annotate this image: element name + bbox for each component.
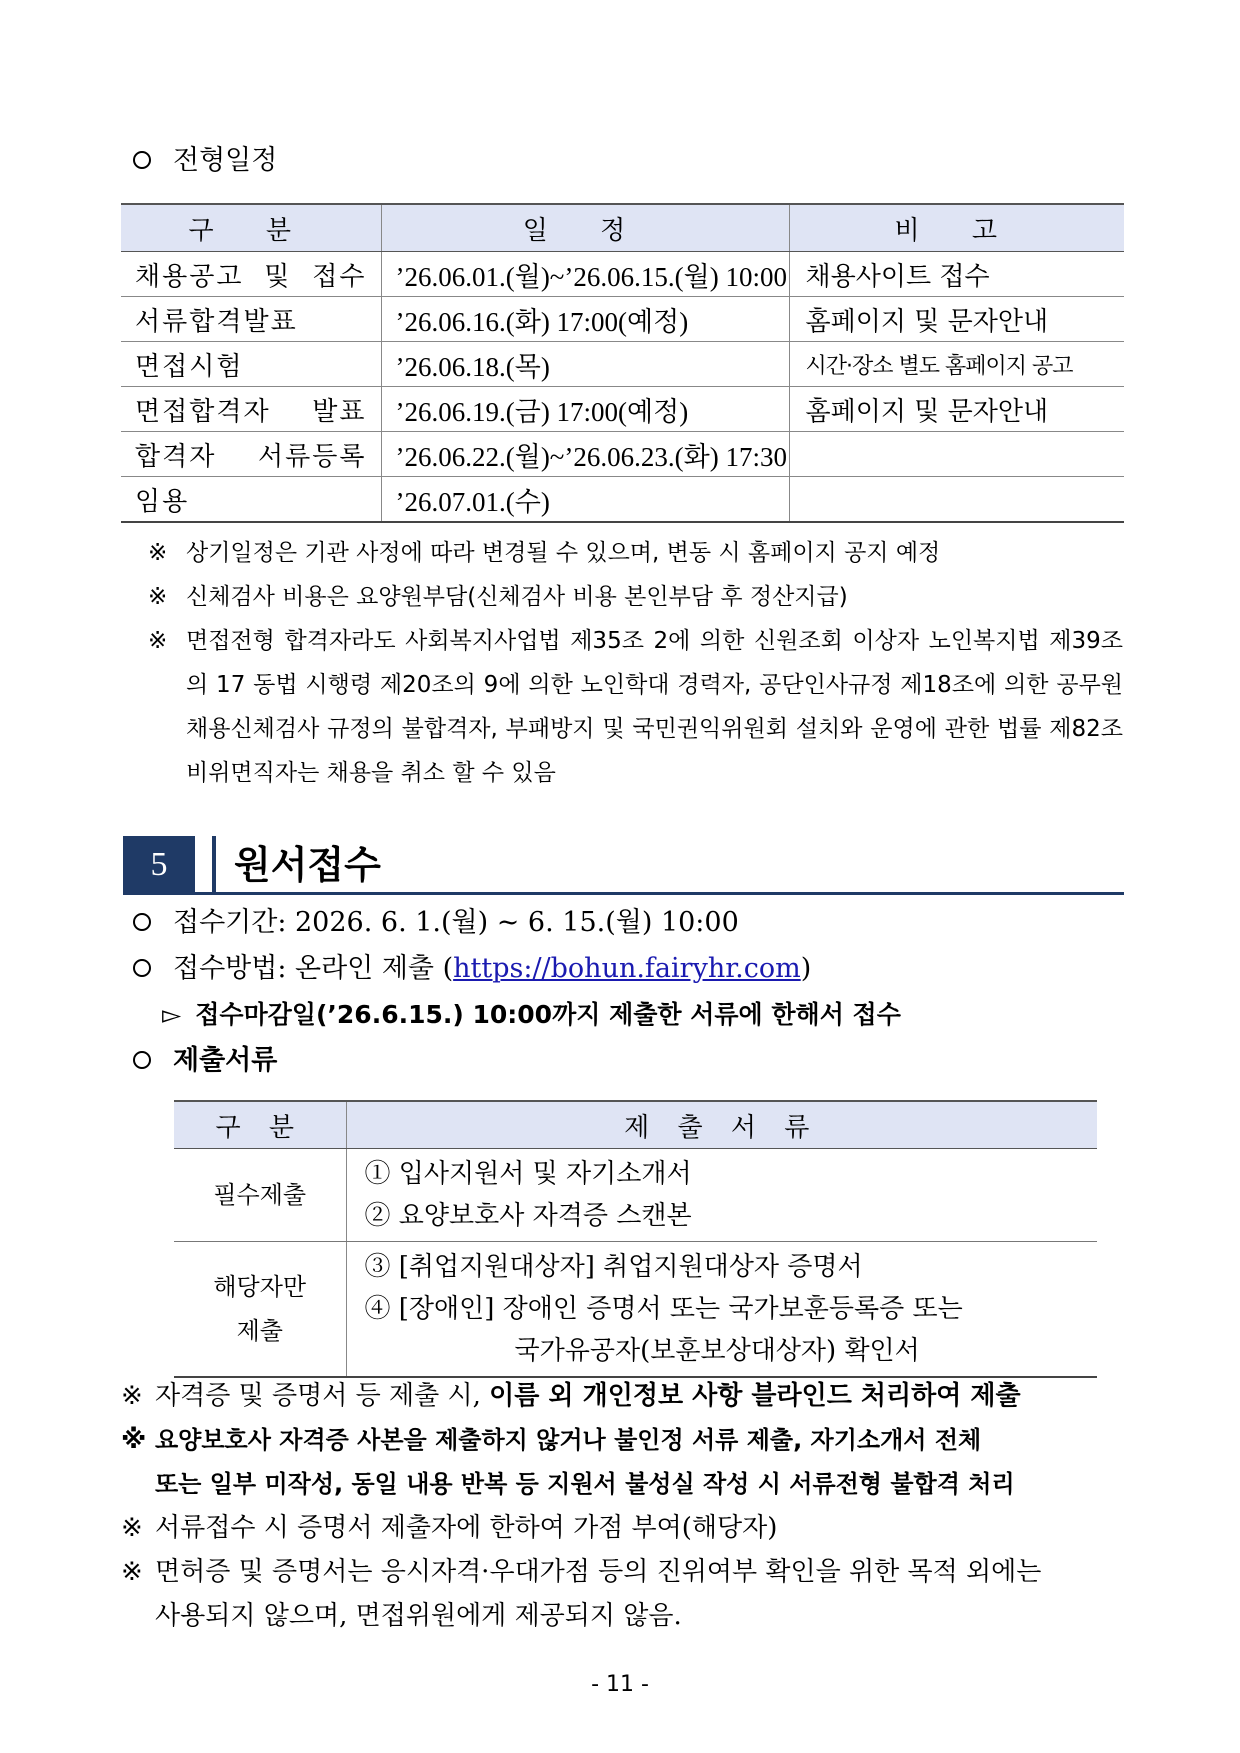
list-item: ③ [취업지원대상자] 취업지원대상자 증명서 [364,1252,863,1282]
table-row [121,297,1124,342]
schedule-heading: 전형일정 [133,143,277,179]
docs-heading: 제출서류 [133,1043,277,1079]
list-item: ② 요양보호사 자격증 스캔본 [364,1201,692,1231]
row-note [789,432,1124,477]
table-row [121,252,1124,297]
header-note: 비 고 [789,204,1124,252]
circle-bullet-icon [133,1051,151,1069]
row-date: ’26.07.01.(수) [381,477,789,523]
row-date: ’26.06.01.(월)~’26.06.15.(월) 10:00 [381,252,789,297]
docs-header-category: 구 분 [174,1101,346,1149]
docs-header-row [174,1101,1097,1149]
row-note: 채용사이트 접수 [789,252,1124,297]
footnote-1: ※ 자격증 및 증명서 등 제출 시, 이름 외 개인정보 사항 블라인드 처리하여 제출 [121,1381,1021,1411]
row-category: 서류합격발표 [121,297,381,342]
circle-bullet-icon [133,913,151,931]
row-date: ’26.06.18.(목) [381,342,789,387]
footnote-2: ※ 요양보호사 자격증 사본을 제출하지 않거나 불인정 서류 제출, 자기소개서 전체 [121,1425,982,1455]
row-note: 시간·장소 별도 홈페이지 공고 [789,342,1124,387]
header-category: 구 분 [121,204,381,252]
schedule-notes [148,531,1123,795]
schedule-header-row [121,204,1124,252]
list-item: 국가유공자(보훈보상대상자) 확인서 [514,1336,920,1366]
section-number: 5 [123,836,195,894]
row-date: ’26.06.19.(금) 17:00(예정) [381,387,789,432]
docs-required-label: 필수제출 [174,1149,346,1242]
row-note: 홈페이지 및 문자안내 [789,297,1124,342]
table-row [121,432,1124,477]
schedule-note: ※ 상기일정은 기관 사정에 따라 변경될 수 있으며, 변동 시 홈페이지 공지 예정 [148,540,941,566]
table-row [121,342,1124,387]
header-date: 일 정 [381,204,789,252]
row-category: 면접합격자 발표 [121,387,381,432]
row-note: 홈페이지 및 문자안내 [789,387,1124,432]
section-divider [212,836,216,894]
footnote-3: ※ 서류접수 시 증명서 제출자에 한하여 가점 부여(해당자) [121,1513,778,1543]
table-row [121,477,1124,523]
application-period: 접수기간: 2026. 6. 1.(월) ~ 6. 15.(월) 10:00 [133,905,739,941]
row-category: 채용공고 및 접수 [121,252,381,297]
docs-conditional-label: 해당자만 제출 [174,1242,346,1378]
triangle-marker-icon: ▻ [162,1000,182,1029]
row-date: ’26.06.16.(화) 17:00(예정) [381,297,789,342]
application-method: 접수방법: 온라인 제출 (https://bohun.fairyhr.com) [133,951,811,987]
footnote-4: ※ 면허증 및 증명서는 응시자격·우대가점 등의 진위여부 확인을 위한 목적 외에는 [121,1557,1042,1587]
docs-table [174,1100,1097,1378]
circle-bullet-icon [133,959,151,977]
list-item: ① 입사지원서 및 자기소개서 [364,1159,692,1189]
schedule-table [121,203,1124,523]
row-category: 합격자 서류등록 [121,432,381,477]
docs-conditional-items [346,1242,1097,1378]
row-note [789,477,1124,523]
application-deadline: ▻ 접수마감일(’26.6.15.) 10:00까지 제출한 서류에 한해서 접수 [162,1000,901,1029]
table-row [174,1149,1097,1242]
table-row [121,387,1124,432]
row-category: 임용 [121,477,381,523]
footnote-2-cont: 또는 일부 미작성, 동일 내용 반복 등 지원서 불성실 작성 시 서류전형 불합격 처리 [155,1470,1015,1498]
docs-required-items [346,1149,1097,1242]
row-category: 면접시험 [121,342,381,387]
schedule-note: ※ 면접전형 합격자라도 사회복지사업법 제35조 2에 의한 신원조회 이상자 노인복지법 제39조의 17 동법 시행령 제20조의 9에 의한 노인학대 경력자, 공단인사규정 제18조에 의한 공무원 채용신체검사 규정의 불합격자, 부패방지 및 국민권익위원회 설치와 운영에 관한 법률 제82조 비위면직자는 채용을 취소 할 수 있음 [148,628,1123,786]
circle-bullet-icon [133,151,151,169]
section-title: 원서접수 [234,843,381,887]
table-row [174,1242,1097,1378]
list-item: ④ [장애인] 장애인 증명서 또는 국가보훈등록증 또는 [364,1294,963,1324]
schedule-note: ※ 신체검사 비용은 요양원부담(신체검사 비용 본인부담 후 정산지급) [148,584,848,610]
row-date: ’26.06.22.(월)~’26.06.23.(화) 17:30 [381,432,789,477]
section-underline [123,892,1124,895]
application-url-link[interactable]: https://bohun.fairyhr.com [453,953,801,984]
docs-header-documents: 제 출 서 류 [346,1101,1097,1149]
footnote-4-cont: 사용되지 않으며, 면접위원에게 제공되지 않음. [155,1601,682,1631]
page-number: - 11 - [591,1672,649,1697]
